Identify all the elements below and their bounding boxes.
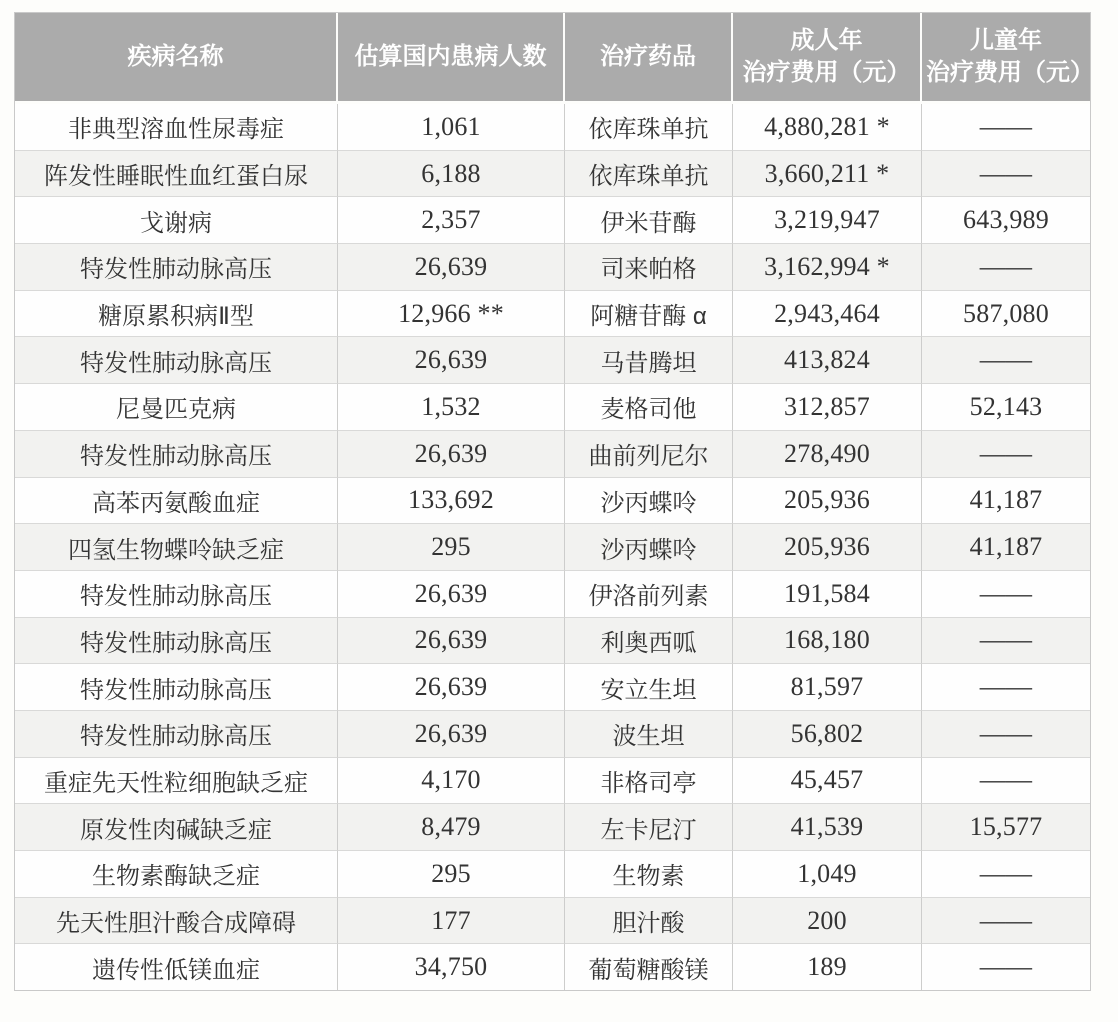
header-label: 估算国内患病人数 <box>354 43 547 70</box>
patient-count-cell: 26,639 <box>338 244 565 291</box>
disease-name-cell: 生物素酶缺乏症 <box>15 851 338 898</box>
drug-name-cell: 波生坦 <box>565 711 733 758</box>
patient-count-cell: 177 <box>338 898 565 945</box>
disease-name-cell: 先天性胆汁酸合成障碍 <box>15 898 338 945</box>
child-cost-cell: —— <box>922 431 1090 478</box>
patient-count-cell: 26,639 <box>338 571 565 618</box>
table-row <box>15 618 1090 665</box>
patient-count-cell: 1,532 <box>338 384 565 431</box>
disease-name-cell: 尼曼匹克病 <box>15 384 338 431</box>
disease-name-cell: 特发性肺动脉高压 <box>15 337 338 384</box>
drug-name-cell: 沙丙蝶呤 <box>565 478 733 525</box>
disease-name-cell: 特发性肺动脉高压 <box>15 618 338 665</box>
column-header-disease-name <box>15 13 338 104</box>
child-cost-cell: —— <box>922 898 1090 945</box>
child-cost-cell: 643,989 <box>922 197 1090 244</box>
table-row <box>15 197 1090 244</box>
adult-cost-cell: 56,802 <box>733 711 922 758</box>
table-row <box>15 758 1090 805</box>
patient-count-cell: 8,479 <box>338 804 565 851</box>
table-row <box>15 151 1090 198</box>
patient-count-cell: 26,639 <box>338 431 565 478</box>
drug-name-cell: 麦格司他 <box>565 384 733 431</box>
adult-cost-cell: 3,660,211 * <box>733 151 922 198</box>
drug-name-cell: 伊米苷酶 <box>565 197 733 244</box>
disease-name-cell: 阵发性睡眠性血红蛋白尿 <box>15 151 338 198</box>
adult-cost-cell: 81,597 <box>733 664 922 711</box>
child-cost-cell: 41,187 <box>922 478 1090 525</box>
patient-count-cell: 1,061 <box>338 104 565 151</box>
patient-count-cell: 34,750 <box>338 944 565 990</box>
header-label-line1: 成人年 <box>790 27 863 54</box>
rare-disease-cost-table <box>14 12 1094 991</box>
child-cost-cell: —— <box>922 104 1090 151</box>
header-label: 疾病名称 <box>127 43 224 70</box>
disease-name-cell: 特发性肺动脉高压 <box>15 571 338 618</box>
drug-name-cell: 利奥西呱 <box>565 618 733 665</box>
adult-cost-cell: 2,943,464 <box>733 291 922 338</box>
child-cost-cell: —— <box>922 944 1090 990</box>
disease-name-cell: 遗传性低镁血症 <box>15 944 338 990</box>
table-row <box>15 804 1090 851</box>
child-cost-cell: 15,577 <box>922 804 1090 851</box>
table-row <box>15 104 1090 151</box>
drug-name-cell: 非格司亭 <box>565 758 733 805</box>
header-row <box>15 13 1090 104</box>
adult-cost-cell: 200 <box>733 898 922 945</box>
column-header-child-cost <box>922 13 1094 104</box>
adult-cost-cell: 205,936 <box>733 478 922 525</box>
adult-cost-cell: 191,584 <box>733 571 922 618</box>
adult-cost-cell: 45,457 <box>733 758 922 805</box>
adult-cost-cell: 168,180 <box>733 618 922 665</box>
drug-name-cell: 胆汁酸 <box>565 898 733 945</box>
drug-name-cell: 依库珠单抗 <box>565 104 733 151</box>
adult-cost-cell: 3,162,994 * <box>733 244 922 291</box>
drug-name-cell: 沙丙蝶呤 <box>565 524 733 571</box>
table-row <box>15 337 1090 384</box>
header-label-line1: 儿童年 <box>970 27 1042 54</box>
disease-name-cell: 重症先天性粒细胞缺乏症 <box>15 758 338 805</box>
child-cost-cell: —— <box>922 711 1090 758</box>
child-cost-cell: —— <box>922 618 1090 665</box>
adult-cost-cell: 205,936 <box>733 524 922 571</box>
patient-count-cell: 12,966 ** <box>338 291 565 338</box>
patient-count-cell: 26,639 <box>338 711 565 758</box>
column-header-adult-cost <box>733 13 922 104</box>
column-header-drug <box>565 13 733 104</box>
table-row <box>15 711 1090 758</box>
drug-name-cell: 生物素 <box>565 851 733 898</box>
disease-name-cell: 戈谢病 <box>15 197 338 244</box>
header-label-line2: 治疗费用（元） <box>926 59 1094 86</box>
disease-name-cell: 特发性肺动脉高压 <box>15 664 338 711</box>
patient-count-cell: 26,639 <box>338 618 565 665</box>
drug-name-cell: 司来帕格 <box>565 244 733 291</box>
disease-name-cell: 四氢生物蝶呤缺乏症 <box>15 524 338 571</box>
table-row <box>15 898 1090 945</box>
adult-cost-cell: 278,490 <box>733 431 922 478</box>
child-cost-cell: —— <box>922 571 1090 618</box>
drug-name-cell: 阿糖苷酶 α <box>565 291 733 338</box>
header-label-line2: 治疗费用（元） <box>742 59 911 86</box>
child-cost-cell: —— <box>922 758 1090 805</box>
table-row <box>15 244 1090 291</box>
table-row <box>15 431 1090 478</box>
adult-cost-cell: 41,539 <box>733 804 922 851</box>
table-row <box>15 851 1090 898</box>
child-cost-cell: 587,080 <box>922 291 1090 338</box>
drug-name-cell: 伊洛前列素 <box>565 571 733 618</box>
child-cost-cell: —— <box>922 244 1090 291</box>
disease-name-cell: 特发性肺动脉高压 <box>15 431 338 478</box>
child-cost-cell: —— <box>922 664 1090 711</box>
adult-cost-cell: 3,219,947 <box>733 197 922 244</box>
patient-count-cell: 295 <box>338 524 565 571</box>
child-cost-cell: —— <box>922 337 1090 384</box>
child-cost-cell: 41,187 <box>922 524 1090 571</box>
child-cost-cell: 52,143 <box>922 384 1090 431</box>
table-row <box>15 478 1090 525</box>
patient-count-cell: 4,170 <box>338 758 565 805</box>
table-row <box>15 944 1090 990</box>
header-label: 治疗药品 <box>600 43 696 70</box>
patient-count-cell: 26,639 <box>338 337 565 384</box>
drug-name-cell: 马昔腾坦 <box>565 337 733 384</box>
adult-cost-cell: 413,824 <box>733 337 922 384</box>
disease-name-cell: 非典型溶血性尿毒症 <box>15 104 338 151</box>
patient-count-cell: 133,692 <box>338 478 565 525</box>
drug-name-cell: 葡萄糖酸镁 <box>565 944 733 990</box>
patient-count-cell: 26,639 <box>338 664 565 711</box>
child-cost-cell: —— <box>922 851 1090 898</box>
drug-name-cell: 左卡尼汀 <box>565 804 733 851</box>
adult-cost-cell: 312,857 <box>733 384 922 431</box>
drug-name-cell: 曲前列尼尔 <box>565 431 733 478</box>
table-row <box>15 571 1090 618</box>
table-row <box>15 524 1090 571</box>
disease-name-cell: 特发性肺动脉高压 <box>15 711 338 758</box>
adult-cost-cell: 1,049 <box>733 851 922 898</box>
column-header-patient-count <box>338 13 565 104</box>
drug-name-cell: 依库珠单抗 <box>565 151 733 198</box>
child-cost-cell: —— <box>922 151 1090 198</box>
adult-cost-cell: 189 <box>733 944 922 990</box>
disease-name-cell: 糖原累积病Ⅱ型 <box>15 291 338 338</box>
adult-cost-cell: 4,880,281 * <box>733 104 922 151</box>
drug-name-cell: 安立生坦 <box>565 664 733 711</box>
patient-count-cell: 6,188 <box>338 151 565 198</box>
disease-name-cell: 原发性肉碱缺乏症 <box>15 804 338 851</box>
table-row <box>15 384 1090 431</box>
table-row <box>15 664 1090 711</box>
disease-name-cell: 高苯丙氨酸血症 <box>15 478 338 525</box>
table-row <box>15 291 1090 338</box>
patient-count-cell: 295 <box>338 851 565 898</box>
patient-count-cell: 2,357 <box>338 197 565 244</box>
disease-name-cell: 特发性肺动脉高压 <box>15 244 338 291</box>
